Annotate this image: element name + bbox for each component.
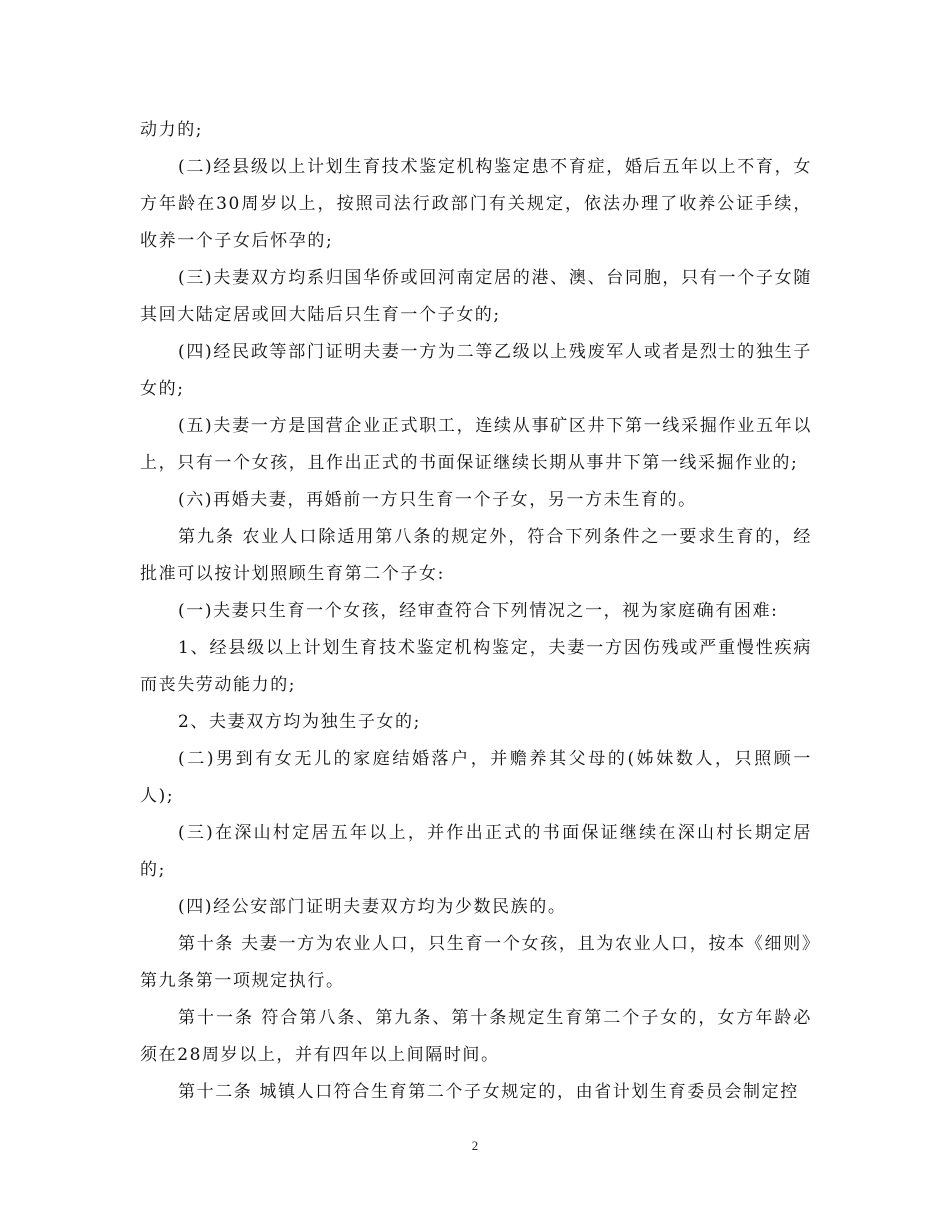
paragraph: 第十二条 城镇人口符合生育第二个子女规定的，由省计划生育委员会制定控 [178, 1082, 799, 1102]
paragraph: (二)经县级以上计划生育技术鉴定机构鉴定患不育症，婚后五年以上不育，女方年龄在30周岁以上，按照司法行政部门有关规定，依法办理了收养公证手续，收养一个子女后怀孕的; [140, 157, 812, 251]
paragraph: 第九条 农业人口除适用第八条的规定外，符合下列条件之一要求生育的，经批准可以按计划照顾生育第二个子女: [140, 527, 812, 584]
paragraph: (五)夫妻一方是国营企业正式职工，连续从事矿区井下第一线采掘作业五年以上，只有一个女孩，且作出正式的书面保证继续长期从事井下第一线采掘作业的; [140, 416, 812, 473]
paragraph: (四)经公安部门证明夫妻双方均为少数民族的。 [178, 897, 567, 917]
paragraph: (三)夫妻双方均系归国华侨或回河南定居的港、澳、台同胞，只有一个子女随其回大陆定居或回大陆后只生育一个子女的; [140, 268, 812, 325]
paragraph: (二)男到有女无儿的家庭结婚落户，并赡养其父母的(姊妹数人，只照顾一人); [140, 749, 812, 806]
document-body [140, 112, 812, 1111]
paragraph: (三)在深山村定居五年以上，并作出正式的书面保证继续在深山村长期定居的; [140, 823, 812, 880]
paragraph: (四)经民政等部门证明夫妻一方为二等乙级以上残废军人或者是烈士的独生子女的; [140, 342, 812, 399]
paragraph: 1、经县级以上计划生育技术鉴定机构鉴定，夫妻一方因伤残或严重慢性疾病而丧失劳动能力的; [140, 638, 812, 695]
paragraph: 动力的; [140, 120, 204, 140]
paragraph: 第十一条 符合第八条、第九条、第十条规定生育第二个子女的，女方年龄必须在28周岁以上，并有四年以上间隔时间。 [140, 1008, 812, 1065]
page-number: 2 [471, 1138, 479, 1153]
paragraph: (一)夫妻只生育一个女孩，经审查符合下列情况之一，视为家庭确有困难: [178, 601, 779, 621]
paragraph: (六)再婚夫妻，再婚前一方只生育一个子女，另一方未生育的。 [178, 490, 697, 510]
paragraph: 2、夫妻双方均为独生子女的; [178, 712, 421, 732]
paragraph: 第十条 夫妻一方为农业人口，只生育一个女孩，且为农业人口，按本《细则》第九条第一项规定执行。 [140, 934, 812, 991]
